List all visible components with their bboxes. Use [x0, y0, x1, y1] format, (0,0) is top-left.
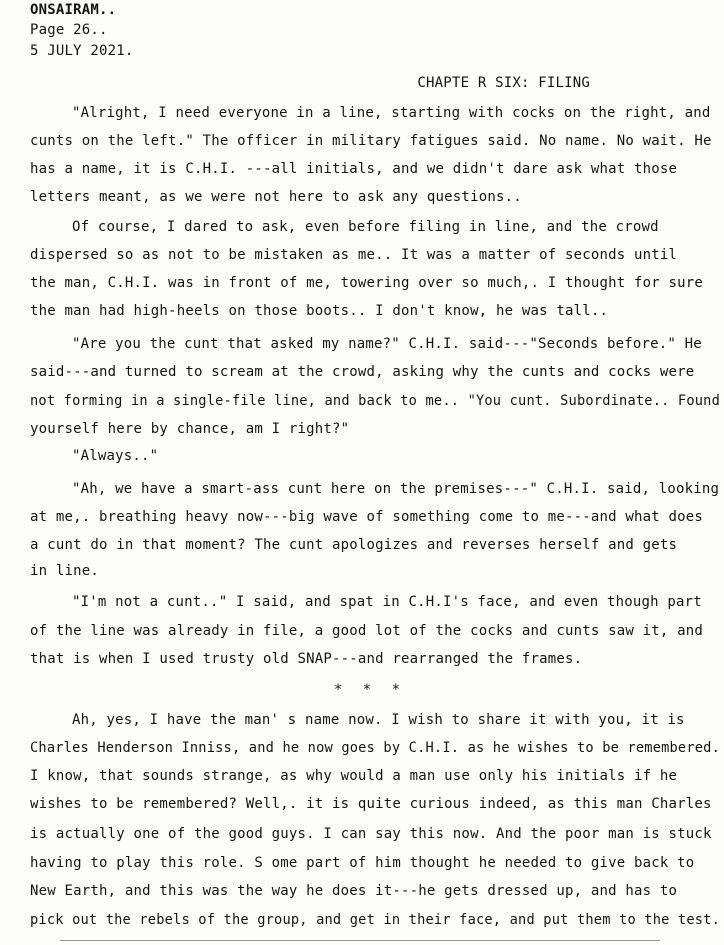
text-line: is actually one of the good guys. I can say this now. And the poor man is stuck	[30, 826, 712, 842]
text-line: "Are you the cunt that asked my name?" C.H.I. said---"Seconds before." He	[72, 336, 702, 352]
page-bottom-rule	[60, 940, 660, 941]
text-line: "Always.."	[72, 448, 159, 464]
text-line: that is when I used trusty old SNAP---and rearranged the frames.	[30, 651, 583, 667]
text-line: said---and turned to scream at the crowd, asking why the cunts and cocks were	[30, 364, 695, 380]
text-line: the man, C.H.I. was in front of me, towering over so much,. I thought for sure	[30, 275, 704, 291]
text-line: yourself here by chance, am I right?"	[30, 421, 350, 437]
section-separator: * * *	[333, 682, 407, 698]
text-line: at me,. breathing heavy now---big wave of something come to me---and what does	[30, 509, 704, 525]
text-line: wishes to be remembered? Well,. it is quite curious indeed, as this man Charles	[30, 796, 712, 812]
text-line: pick out the rebels of the group, and get in their face, and put them to the test.	[30, 912, 721, 928]
text-line: not forming in a single-file line, and back to me.. "You cunt. Subordinate.. Found	[30, 393, 721, 409]
text-line: has a name, it is C.H.I. ---all initials, and we didn't dare ask what those	[30, 161, 678, 177]
text-line: having to play this role. S ome part of him thought he needed to give back to	[30, 855, 695, 871]
text-line: I know, that sounds strange, as why would a man use only his initials if he	[30, 768, 678, 784]
text-line: cunts on the left." The officer in military fatigues said. No name. No wait. He	[30, 133, 712, 149]
chapter-title	[0, 75, 590, 91]
author-header: ONSAIRAM..	[30, 2, 117, 18]
text-line: letters meant, as we were not here to ask any questions..	[30, 189, 522, 205]
text-line: a cunt do in that moment? The cunt apologizes and reverses herself and gets	[30, 537, 678, 553]
page-number: Page 26..	[30, 22, 108, 38]
text-line: of the line was already in file, a good lot of the cocks and cunts saw it, and	[30, 623, 704, 639]
text-line: "Alright, I need everyone in a line, starting with cocks on the right, and	[72, 105, 711, 121]
text-line: in line.	[30, 563, 100, 579]
text-line: New Earth, and this was the way he does it---he gets dressed up, and has to	[30, 883, 678, 899]
text-line: dispersed so as not to be mistaken as me.. It was a matter of seconds until	[30, 247, 678, 263]
chapter-title-text: CHAPTE R SIX: FILING	[417, 75, 590, 91]
text-line: the man had high-heels on those boots.. I don't know, he was tall..	[30, 303, 609, 319]
text-line: Ah, yes, I have the man' s name now. I wish to share it with you, it is	[72, 712, 685, 728]
text-line: Of course, I dared to ask, even before filing in line, and the crowd	[72, 219, 659, 235]
text-line: "Ah, we have a smart-ass cunt here on the premises---" C.H.I. said, looking	[72, 481, 720, 497]
date-header: 5 JULY 2021.	[30, 43, 134, 59]
text-line: Charles Henderson Inniss, and he now goes by C.H.I. as he wishes to be remembered.	[30, 740, 721, 756]
text-line: "I'm not a cunt.." I said, and spat in C.H.I's face, and even though part	[72, 594, 702, 610]
